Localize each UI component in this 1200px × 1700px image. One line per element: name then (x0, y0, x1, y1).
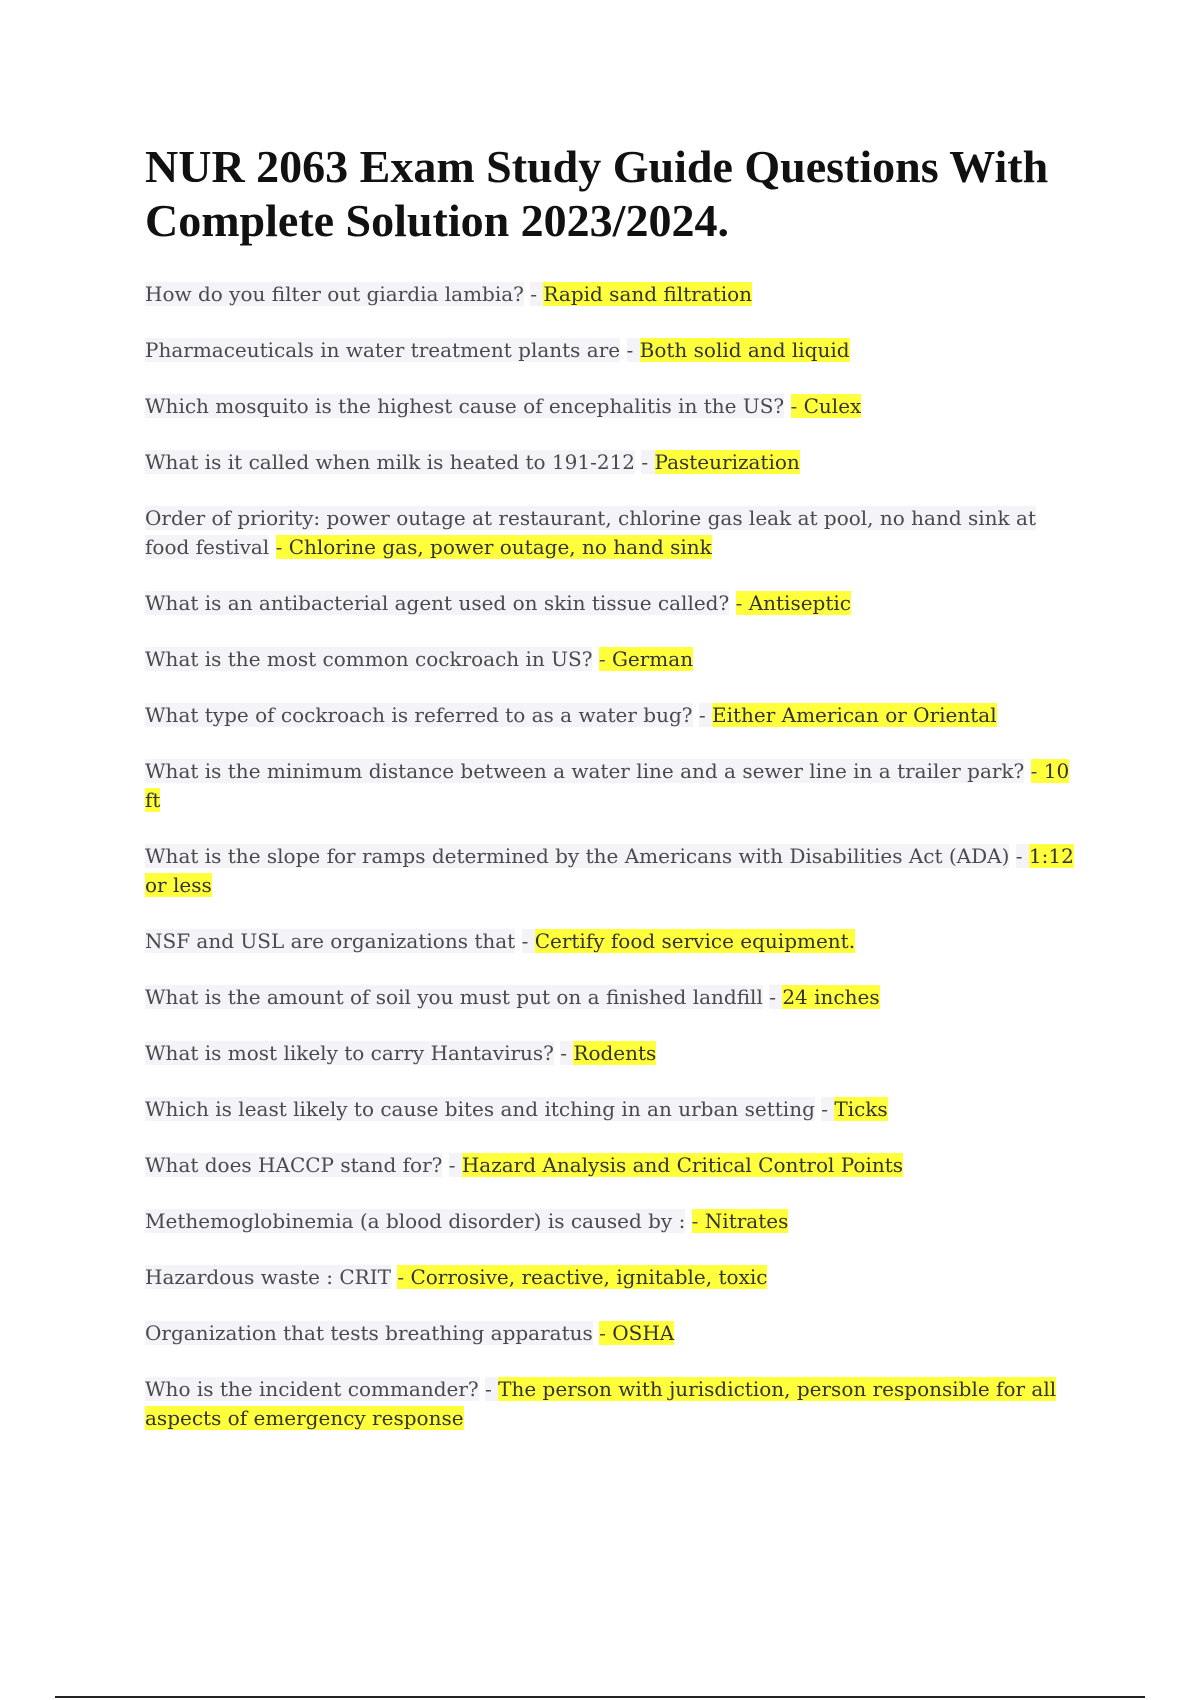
question-text: Hazardous waste : CRIT (145, 1265, 391, 1289)
answer-highlight: Rodents (573, 1041, 657, 1065)
answer-highlight: Both solid and liquid (639, 338, 850, 362)
qa-item (145, 1375, 1075, 1433)
qa-item (145, 842, 1075, 900)
question-text: How do you filter out giardia lambia? (145, 282, 524, 306)
question-text: What is the amount of soil you must put on a finished landfill (145, 985, 763, 1009)
qa-item (145, 1151, 1075, 1180)
separator-dash: - (735, 591, 743, 615)
qa-item (145, 1207, 1075, 1236)
separator-dash: - (530, 282, 538, 306)
qa-item (145, 927, 1075, 956)
answer-highlight: 24 inches (782, 985, 880, 1009)
question-text: Pharmaceuticals in water treatment plants are (145, 338, 621, 362)
separator-dash: - (691, 1209, 699, 1233)
question-text: Methemoglobinemia (a blood disorder) is caused by : (145, 1209, 686, 1233)
answer-highlight: Chlorine gas, power outage, no hand sink (288, 535, 712, 559)
question-text: Who is the incident commander? (145, 1377, 479, 1401)
answer-highlight: Antiseptic (748, 591, 851, 615)
separator-dash: - (1030, 759, 1038, 783)
footer-divider (55, 1696, 1145, 1698)
separator-dash: - (599, 1321, 606, 1345)
question-text: Order of priority: power outage at restaurant, chlorine gas leak at pool, no hand sink at food festival (145, 506, 1036, 559)
document-title: NUR 2063 Exam Study Guide Questions With Complete Solution 2023/2024. (145, 141, 1049, 246)
qa-item (145, 504, 1075, 562)
answer-highlight: 10 ft (145, 759, 1070, 812)
qa-item (145, 280, 1075, 309)
question-text: Which is least likely to cause bites and itching in an urban setting (145, 1097, 815, 1121)
separator-dash: - (521, 929, 529, 953)
question-text: What is the slope for ramps determined by the Americans with Disabilities Act (ADA) (145, 844, 1010, 868)
question-text: What is the minimum distance between a water line and a sewer line in a trailer park? (145, 759, 1025, 783)
separator-dash: - (821, 1097, 828, 1121)
question-text: Organization that tests breathing apparatus (145, 1321, 593, 1345)
qa-item (145, 757, 1075, 815)
answer-highlight: Culex (803, 394, 862, 418)
question-text: NSF and USL are organizations that (145, 929, 516, 953)
separator-dash: - (598, 647, 606, 671)
qa-item (145, 1319, 1075, 1348)
separator-dash: - (698, 703, 706, 727)
answer-highlight: Hazard Analysis and Critical Control Points (461, 1153, 904, 1177)
answer-highlight: Nitrates (704, 1209, 789, 1233)
qa-item (145, 1095, 1075, 1124)
question-text: What is the most common cockroach in US? (145, 647, 593, 671)
question-text: What type of cockroach is referred to as a water bug? (145, 703, 693, 727)
separator-dash: - (397, 1265, 405, 1289)
answer-highlight: Rapid sand filtration (543, 282, 753, 306)
qa-item (145, 589, 1075, 618)
separator-dash: - (641, 450, 649, 474)
qa-item (145, 701, 1075, 730)
answer-highlight: German (611, 647, 694, 671)
qa-list (145, 280, 1075, 1460)
qa-item (145, 1039, 1075, 1068)
question-text: Which mosquito is the highest cause of encephalitis in the US? (145, 394, 785, 418)
qa-item (145, 1263, 1075, 1292)
question-text: What is it called when milk is heated to 191-212 (145, 450, 636, 474)
separator-dash: - (275, 535, 283, 559)
answer-highlight: Pasteurization (654, 450, 800, 474)
answer-highlight: Certify food service equipment. (534, 929, 856, 953)
separator-dash: - (790, 394, 798, 418)
separator-dash: - (1015, 844, 1023, 868)
question-text: What does HACCP stand for? (145, 1153, 443, 1177)
separator-dash: - (448, 1153, 456, 1177)
qa-item (145, 392, 1075, 421)
separator-dash: - (626, 338, 634, 362)
separator-dash: - (485, 1377, 492, 1401)
qa-item (145, 336, 1075, 365)
question-text: What is most likely to carry Hantavirus? (145, 1041, 554, 1065)
answer-highlight: The person with jurisdiction, person responsible for all aspects of emergency response (145, 1377, 1057, 1430)
separator-dash: - (769, 985, 776, 1009)
qa-item (145, 448, 1075, 477)
separator-dash: - (560, 1041, 568, 1065)
question-text: What is an antibacterial agent used on skin tissue called? (145, 591, 730, 615)
qa-item (145, 645, 1075, 674)
answer-highlight: OSHA (612, 1321, 675, 1345)
answer-highlight: Either American or Oriental (711, 703, 997, 727)
answer-highlight: Corrosive, reactive, ignitable, toxic (410, 1265, 768, 1289)
answer-highlight: 1:12 or less (145, 844, 1074, 897)
qa-item (145, 983, 1075, 1012)
answer-highlight: Ticks (834, 1097, 888, 1121)
